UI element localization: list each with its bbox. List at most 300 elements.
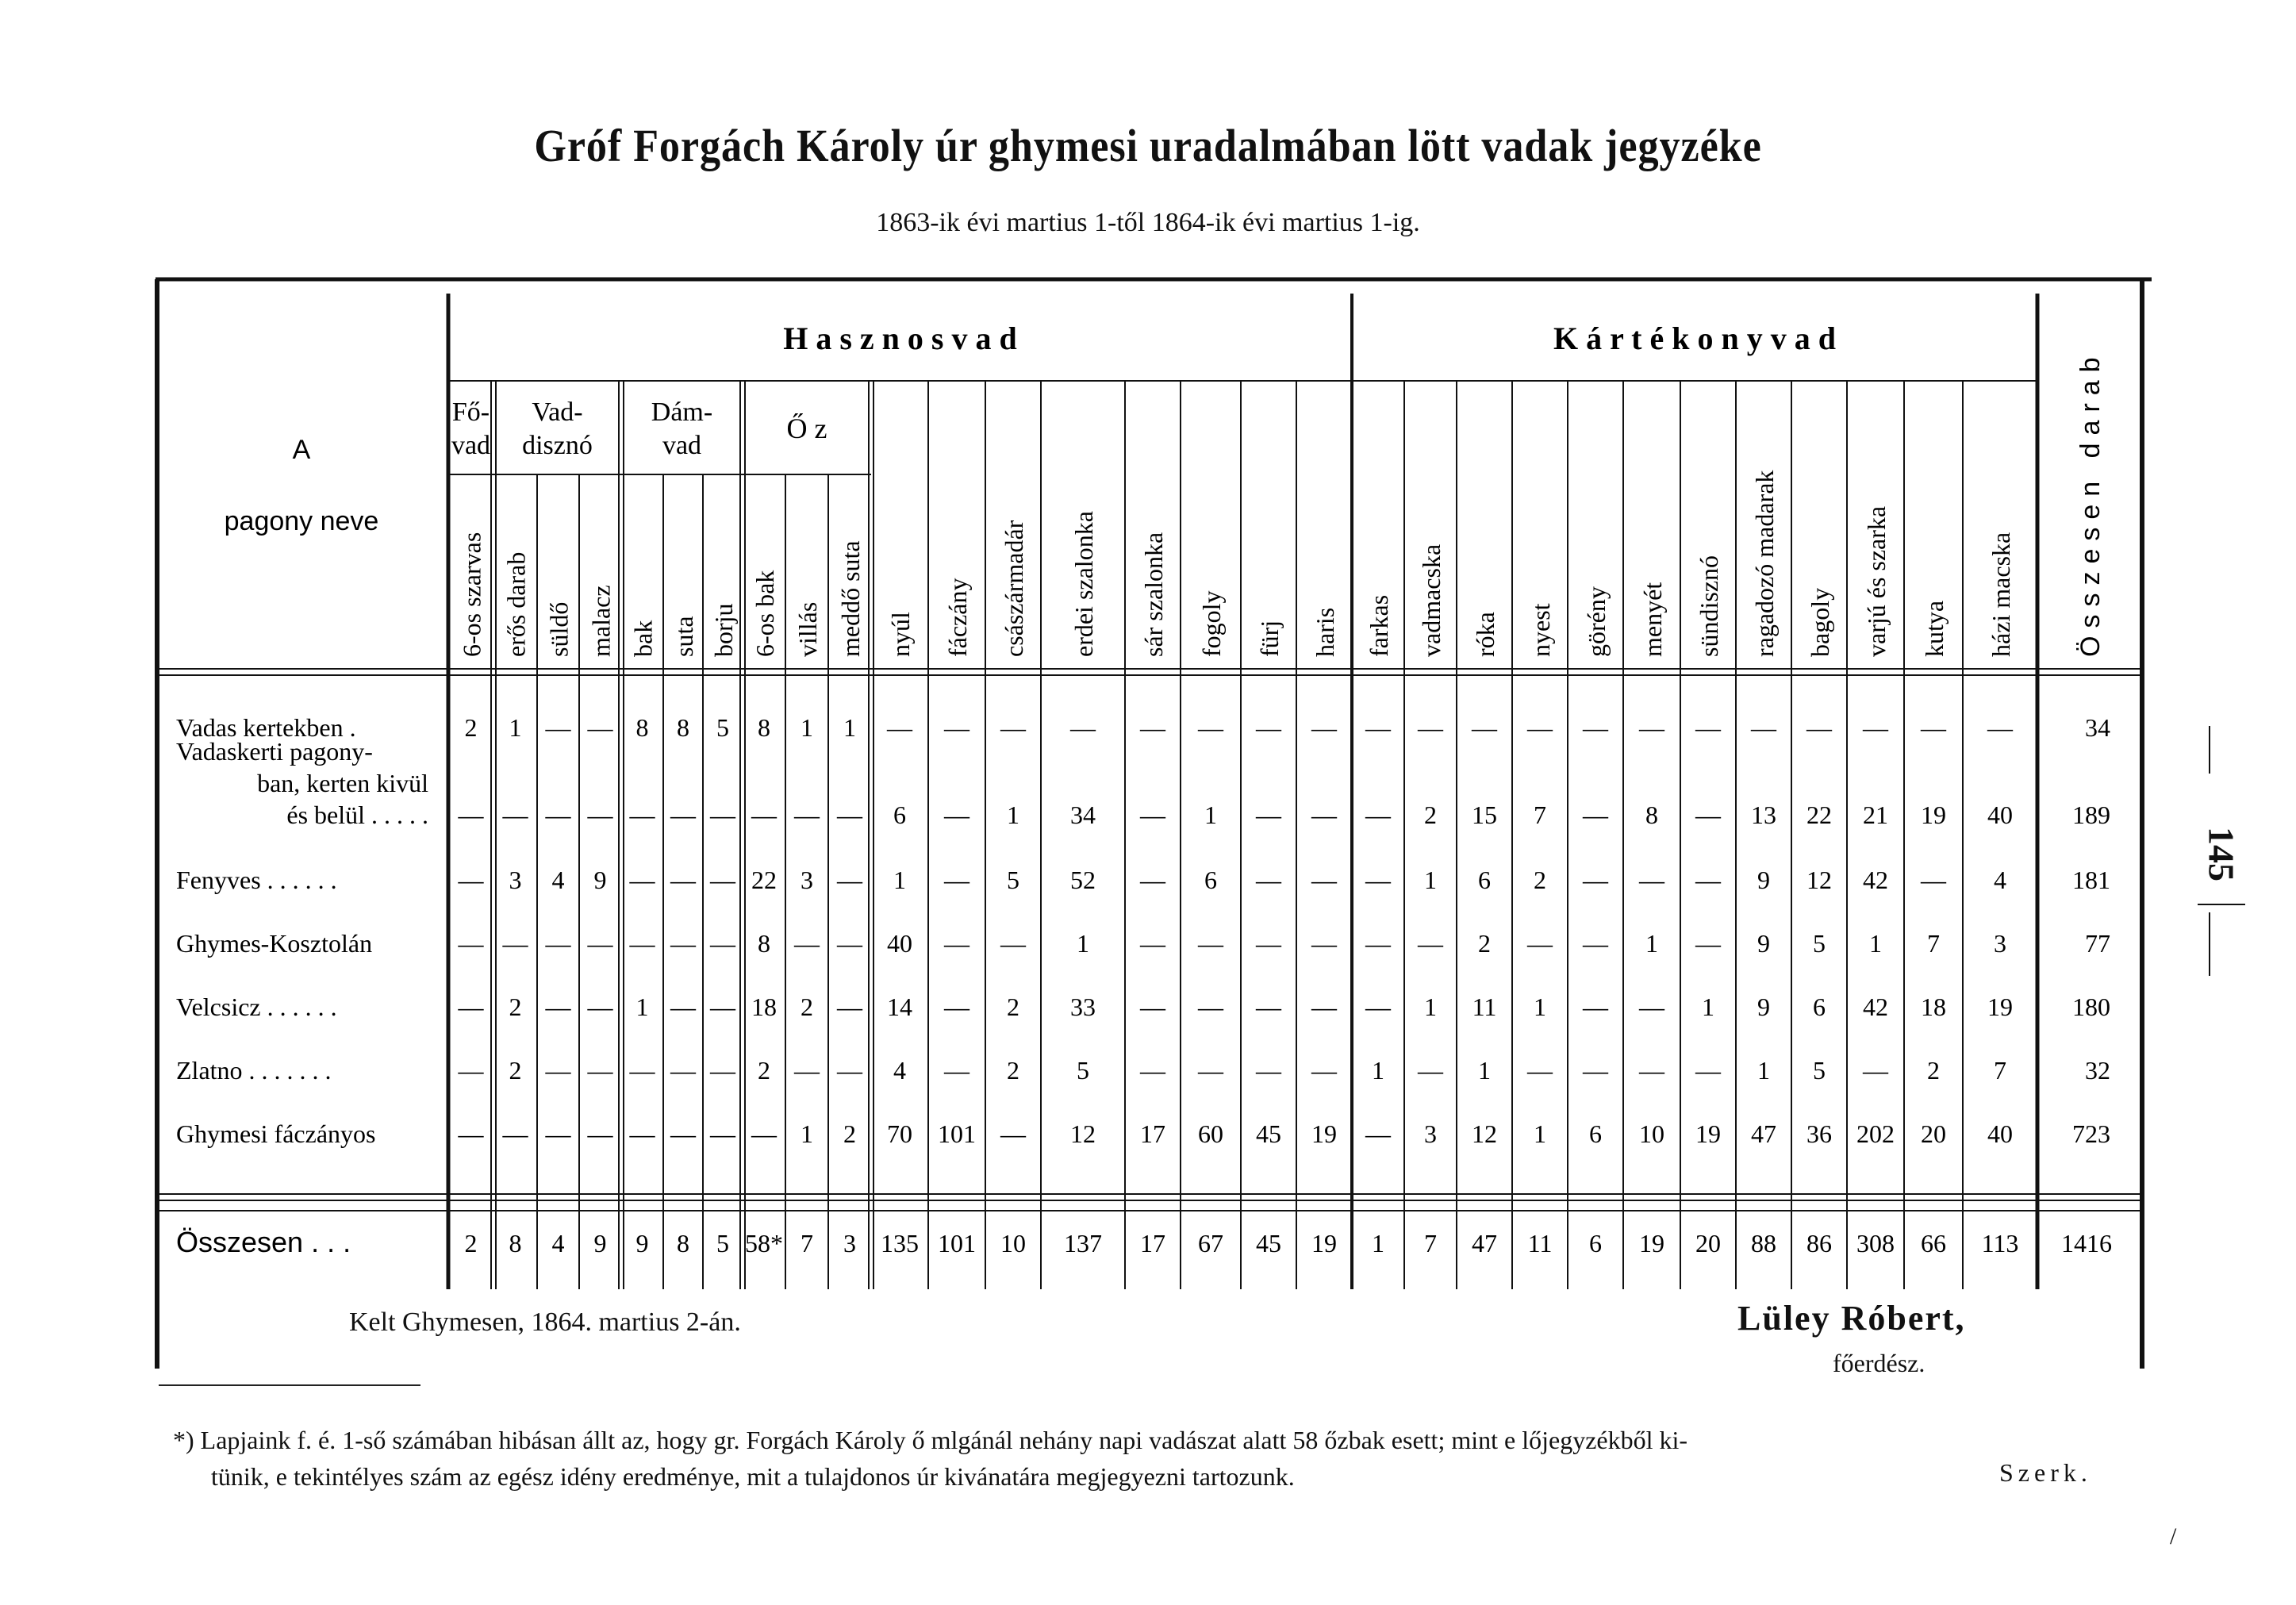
table-cell: — [1311, 801, 1337, 829]
table-cell: — [670, 1056, 696, 1085]
summary-cell: 308 [1856, 1229, 1895, 1258]
table-cell: 19 [1311, 1119, 1337, 1148]
table-cell: 8 [758, 713, 770, 742]
table-cell: — [1751, 713, 1776, 742]
summary-cell: 137 [1064, 1229, 1102, 1258]
table-cell: 1 [1424, 993, 1437, 1021]
table-cell: 21 [1863, 801, 1888, 829]
table-cell: 8 [1645, 801, 1658, 829]
table-cell: 18 [751, 993, 777, 1021]
table-cell: — [670, 801, 696, 829]
column-header: 6-os szarvas [457, 532, 486, 657]
summary-cell: 86 [1806, 1229, 1832, 1258]
table-cell: — [1921, 713, 1946, 742]
subgroup-label: vad [451, 431, 491, 460]
table-cell: 9 [1757, 866, 1770, 894]
table-cell: — [1639, 993, 1664, 1021]
table-cell: 3 [1994, 929, 2006, 958]
column-header: kutya [1920, 600, 1949, 657]
table-cell: 19 [1921, 801, 1946, 829]
table-cell: 2 [1478, 929, 1491, 958]
column-header: borju [709, 603, 738, 657]
row-total: 723 [2072, 1119, 2110, 1148]
table-cell: — [1639, 866, 1664, 894]
footnote-rule [159, 1384, 420, 1386]
table-cell: 2 [464, 713, 478, 742]
table-cell: 2 [1927, 1056, 1940, 1085]
table-cell: — [587, 1056, 613, 1085]
table-cell: — [1583, 1056, 1608, 1085]
table-cell: — [1639, 713, 1664, 742]
table-cell: 45 [1256, 1119, 1281, 1148]
table-cell: 2 [1534, 866, 1546, 894]
table-cell: — [1140, 713, 1165, 742]
table-cell: 5 [1007, 866, 1019, 894]
table-cell: — [1311, 993, 1337, 1021]
table-cell: — [1000, 713, 1026, 742]
table-cell: 3 [509, 866, 522, 894]
table-cell: — [1863, 1056, 1888, 1085]
summary-cell: 20 [1695, 1229, 1721, 1258]
table-cell: — [545, 993, 571, 1021]
table-cell: 6 [893, 801, 906, 829]
table-cell: 7 [1534, 801, 1546, 829]
group-heading-hasznos: H a s z n o s v a d [783, 321, 1017, 356]
table-cell: — [1418, 713, 1443, 742]
table-cell: — [1000, 929, 1026, 958]
table-cell: — [837, 1056, 862, 1085]
table-cell: — [837, 993, 862, 1021]
table-cell: 2 [843, 1119, 856, 1148]
table-cell: — [670, 866, 696, 894]
table-cell: — [710, 993, 735, 1021]
table-cell: — [1695, 713, 1721, 742]
table-cell: 17 [1140, 1119, 1165, 1148]
table-cell: — [1583, 713, 1608, 742]
column-header: házi macska [1987, 532, 2015, 657]
table-cell: — [1695, 1056, 1721, 1085]
summary-cell: 7 [1424, 1229, 1437, 1258]
table-cell: — [837, 929, 862, 958]
table-cell: — [1583, 801, 1608, 829]
column-header: fáczány [943, 578, 972, 657]
column-header: malacz [586, 585, 616, 657]
row-name: Vadaskerti pagony- [176, 737, 373, 766]
corner-label-a: A [292, 435, 311, 465]
subgroup-label: vad [662, 431, 702, 460]
table-cell: 1 [1077, 929, 1089, 958]
table-cell: 6 [1204, 866, 1217, 894]
table-cell: 1 [1645, 929, 1658, 958]
table-cell: — [1418, 1056, 1443, 1085]
table-cell: 60 [1198, 1119, 1223, 1148]
table-cell: — [1472, 713, 1497, 742]
row-name: Fenyves . . . . . . [176, 866, 337, 894]
table-cell: 8 [635, 713, 649, 742]
summary-cell: 8 [509, 1229, 522, 1258]
table-cell: 40 [1987, 1119, 2013, 1148]
table-cell: 15 [1472, 801, 1497, 829]
row-name: és belül . . . . . [286, 801, 428, 829]
table-cell: — [458, 929, 484, 958]
table-cell: 1 [893, 866, 906, 894]
table-cell: 5 [1813, 1056, 1826, 1085]
page-number-block [2190, 785, 2253, 912]
table-cell: 4 [1994, 866, 2006, 894]
table-cell: — [944, 1056, 969, 1085]
table-cell: — [458, 1056, 484, 1085]
row-total: 34 [2085, 713, 2110, 742]
table-cell: 1 [509, 713, 522, 742]
table-cell: — [1583, 993, 1608, 1021]
table-cell: 2 [509, 1056, 522, 1085]
table-cell: — [1365, 1119, 1391, 1148]
column-header: bagoly [1806, 587, 1834, 657]
summary-cell: 3 [843, 1229, 856, 1258]
column-header: nyúl [886, 612, 915, 657]
row-name: Vadas kertekben . [176, 713, 356, 742]
summary-cell: 47 [1472, 1229, 1497, 1258]
table-cell: — [1987, 713, 2013, 742]
table-cell: — [837, 801, 862, 829]
stray-mark: / [2170, 1523, 2177, 1549]
summary-cell: 2 [464, 1229, 478, 1258]
table-cell: 47 [1751, 1119, 1776, 1148]
summary-cell: 58* [745, 1229, 783, 1258]
table-cell: — [1256, 929, 1281, 958]
table-cell: — [1921, 866, 1946, 894]
table-cell: 1 [843, 713, 856, 742]
table-cell: — [1070, 713, 1096, 742]
footnote [173, 1422, 2172, 1495]
table-cell: — [1198, 713, 1223, 742]
table-cell: — [1140, 993, 1165, 1021]
table-cell: — [887, 713, 912, 742]
table-cell: — [1365, 713, 1391, 742]
table-cell: — [1418, 929, 1443, 958]
table-cell: 1 [1702, 993, 1714, 1021]
table-cell: 1 [1424, 866, 1437, 894]
table-cell: — [794, 801, 820, 829]
table-cell: — [1365, 993, 1391, 1021]
column-header: bak [628, 620, 658, 657]
table-cell: 2 [1007, 993, 1019, 1021]
table-cell: — [1140, 1056, 1165, 1085]
table-cell: 1 [801, 713, 813, 742]
table-cell: 2 [801, 993, 813, 1021]
summary-cell: 8 [677, 1229, 689, 1258]
corner-label-pagony: pagony neve [224, 506, 379, 536]
table-cell: — [1198, 1056, 1223, 1085]
table-cell: — [670, 929, 696, 958]
table-cell: 9 [593, 866, 607, 894]
table-cell: — [670, 993, 696, 1021]
page-title: Gróf Forgách Károly úr ghymesi uradalmában lött vadak jegyzéke [534, 120, 1762, 171]
signature-role: főerdész. [1833, 1349, 1925, 1377]
table-cell: — [1256, 866, 1281, 894]
table-cell: 2 [1424, 801, 1437, 829]
table-cell: — [502, 801, 528, 829]
row-total: 180 [2072, 993, 2110, 1021]
table-cell: 7 [1927, 929, 1940, 958]
table-cell: — [710, 1119, 735, 1148]
table-cell: — [1695, 866, 1721, 894]
table-cell: 1 [1869, 929, 1882, 958]
table-cell: — [1863, 713, 1888, 742]
table-cell: — [1140, 929, 1165, 958]
subgroup-label: Ő z [786, 413, 827, 444]
summary-cell: 11 [1527, 1229, 1553, 1258]
table-cell: 36 [1806, 1119, 1832, 1148]
total-column-header: Összesen darab [2075, 349, 2106, 657]
table-cell: 18 [1921, 993, 1946, 1021]
table-cell: — [670, 1119, 696, 1148]
table-cell: — [837, 866, 862, 894]
table-cell: — [1365, 801, 1391, 829]
row-total: 77 [2085, 929, 2110, 958]
summary-cell: 9 [593, 1229, 607, 1258]
table-cell: — [1527, 713, 1553, 742]
table-cell: — [545, 713, 571, 742]
table-cell: — [944, 866, 969, 894]
table-cell: — [587, 713, 613, 742]
place-and-date: Kelt Ghymesen, 1864. martius 2-án. [349, 1307, 741, 1337]
group-heading-kartekony: K á r t é k o n y v a d [1553, 321, 1836, 356]
table-cell: 2 [758, 1056, 770, 1085]
column-header: róka [1471, 612, 1499, 657]
table-cell: — [1365, 866, 1391, 894]
footnote-signoff: Szerk. [1999, 1458, 2092, 1487]
summary-cell: 88 [1751, 1229, 1776, 1258]
table-cell: 1 [1757, 1056, 1770, 1085]
column-header: meddő suta [836, 540, 865, 657]
table-cell: — [1140, 866, 1165, 894]
table-cell: 1 [1204, 801, 1217, 829]
summary-cell: 9 [635, 1229, 649, 1258]
table-cell: 1 [801, 1119, 813, 1148]
summary-cell: 6 [1589, 1229, 1602, 1258]
table-cell: 5 [1077, 1056, 1089, 1085]
table-cell: — [629, 1056, 655, 1085]
table-cell: — [751, 1119, 777, 1148]
summary-cell: 67 [1198, 1229, 1223, 1258]
table-cell: — [458, 993, 484, 1021]
row-name: Zlatno . . . . . . . [176, 1056, 332, 1085]
table-cell: — [629, 866, 655, 894]
table-cell: — [458, 1119, 484, 1148]
column-header: erős darab [501, 551, 531, 657]
column-header: sár szalonka [1139, 532, 1168, 657]
table-cell: — [1583, 929, 1608, 958]
table-cell: 1 [635, 993, 649, 1021]
table-cell: 8 [677, 713, 689, 742]
table-cell: 11 [1472, 993, 1497, 1021]
column-header: vadmacska [1417, 543, 1446, 657]
column-header: sündisznó [1695, 555, 1723, 657]
table-cell: 6 [1813, 993, 1826, 1021]
table-cell: 9 [1757, 993, 1770, 1021]
footnote-line-1: *) Lapjaink f. é. 1-ső számában hibásan állt az, hogy gr. Forgách Károly ő mlgánál nehány napi vadászat alatt 58 őzbak esett; mint e lőjegyzékből ki- [173, 1426, 1688, 1454]
column-header: ragadozó madarak [1750, 470, 1779, 657]
table-cell: — [1198, 929, 1223, 958]
summary-cell: 10 [1000, 1229, 1026, 1258]
table-cell: — [1000, 1119, 1026, 1148]
table-cell: 6 [1478, 866, 1491, 894]
subgroup-label: disznó [522, 431, 593, 460]
table-cell: 2 [1007, 1056, 1019, 1085]
table-cell: — [629, 1119, 655, 1148]
table-cell: — [1140, 801, 1165, 829]
footnote-line-2: tünik, e tekintélyes szám az egész idény eredménye, mit a tulajdonos úr kivánatára megjegyezni tartozunk. [211, 1462, 1295, 1491]
table-cell: — [1256, 1056, 1281, 1085]
table-cell: — [1311, 929, 1337, 958]
table-cell: 1 [1534, 993, 1546, 1021]
summary-cell: 66 [1921, 1229, 1946, 1258]
table-cell: — [629, 801, 655, 829]
table-cell: — [1256, 801, 1281, 829]
summary-cell: 19 [1311, 1229, 1337, 1258]
table-cell: 52 [1070, 866, 1096, 894]
summary-cell: 5 [716, 1229, 729, 1258]
summary-cell: 113 [1981, 1229, 2019, 1258]
table-cell: — [1311, 713, 1337, 742]
table-cell: — [1639, 1056, 1664, 1085]
table-cell: — [710, 929, 735, 958]
table-cell: — [1806, 713, 1832, 742]
table-cell: — [794, 929, 820, 958]
table-cell: — [1695, 801, 1721, 829]
table-cell: — [1695, 929, 1721, 958]
table-cell: — [1311, 1056, 1337, 1085]
subgroup-label: Fő- [451, 397, 490, 427]
column-header: fürj [1255, 620, 1284, 657]
table-cell: — [587, 801, 613, 829]
table-cell: 7 [1994, 1056, 2006, 1085]
table-cell: 20 [1921, 1119, 1946, 1148]
table-cell: 42 [1863, 993, 1888, 1021]
table-cell: 33 [1070, 993, 1096, 1021]
summary-cell: 101 [938, 1229, 976, 1258]
table-cell: — [944, 713, 969, 742]
column-header: süldő [544, 601, 574, 657]
row-name: Ghymesi fáczányos [176, 1119, 376, 1148]
column-header: görény [1582, 586, 1611, 657]
table-cell: — [502, 1119, 528, 1148]
column-header: erdei szalonka [1069, 511, 1098, 657]
table-cell: — [710, 1056, 735, 1085]
table-cell: 3 [1424, 1119, 1437, 1148]
row-total: 189 [2072, 801, 2110, 829]
column-header: nyest [1526, 603, 1555, 657]
table-cell: 5 [1813, 929, 1826, 958]
summary-cell: 1 [1372, 1229, 1384, 1258]
row-total: 32 [2085, 1056, 2110, 1085]
table-cell: — [1527, 929, 1553, 958]
table-cell: 1 [1534, 1119, 1546, 1148]
column-header: farkas [1365, 594, 1393, 657]
summary-total: 1416 [2061, 1229, 2112, 1258]
page-subtitle: 1863-ik évi martius 1-től 1864-ik évi martius 1-ig. [876, 208, 1420, 237]
subgroup-label: Vad- [532, 397, 583, 427]
row-name: Velcsicz . . . . . . [176, 993, 337, 1021]
table-cell: 9 [1757, 929, 1770, 958]
table-cell: — [794, 1056, 820, 1085]
table-cell: — [629, 929, 655, 958]
summary-cell: 7 [801, 1229, 813, 1258]
table-cell: — [1256, 993, 1281, 1021]
table-cell: 5 [716, 713, 729, 742]
table-cell: 22 [1806, 801, 1832, 829]
table-cell: 40 [887, 929, 912, 958]
table-cell: — [1583, 866, 1608, 894]
table-cell: 1 [1478, 1056, 1491, 1085]
table-cell: 4 [893, 1056, 906, 1085]
column-header: suta [670, 616, 698, 657]
table-cell: 4 [551, 866, 565, 894]
table-cell: — [458, 801, 484, 829]
table-cell: 14 [887, 993, 912, 1021]
table-cell: — [944, 993, 969, 1021]
table-cell: — [1311, 866, 1337, 894]
table-cell: — [710, 866, 735, 894]
table-cell: — [1527, 1056, 1553, 1085]
row-total: 181 [2072, 866, 2110, 894]
table-cell: 13 [1751, 801, 1776, 829]
table-cell: — [944, 929, 969, 958]
table-cell: 3 [801, 866, 813, 894]
table-cell: 202 [1856, 1119, 1895, 1148]
column-header: villás [793, 601, 822, 657]
table-cell: — [458, 866, 484, 894]
row-name: Ghymes-Kosztolán [176, 929, 373, 958]
table-cell: 19 [1695, 1119, 1721, 1148]
column-header: fogoly [1197, 590, 1226, 657]
table-cell: — [1198, 993, 1223, 1021]
column-header: császármadár [1000, 520, 1028, 657]
table-cell: — [545, 801, 571, 829]
summary-cell: 19 [1639, 1229, 1664, 1258]
table-cell: — [1365, 929, 1391, 958]
table-cell: — [1256, 713, 1281, 742]
page-number: 145 [2201, 827, 2242, 881]
table-cell: 12 [1806, 866, 1832, 894]
table-cell: 1 [1007, 801, 1019, 829]
table-cell: 40 [1987, 801, 2013, 829]
table-cell: — [587, 993, 613, 1021]
table-cell: — [545, 1056, 571, 1085]
column-header: varjú és szarka [1862, 505, 1891, 657]
table-cell: 6 [1589, 1119, 1602, 1148]
table-cell: — [502, 929, 528, 958]
column-header: haris [1311, 607, 1339, 657]
summary-cell: 17 [1140, 1229, 1165, 1258]
table-cell: — [587, 1119, 613, 1148]
summary-cell: 4 [551, 1229, 565, 1258]
table-cell: 34 [1070, 801, 1096, 829]
table-cell: — [751, 801, 777, 829]
table-cell: 101 [938, 1119, 976, 1148]
table-cell: 70 [887, 1119, 912, 1148]
row-name: ban, kerten kivül [257, 769, 428, 797]
subgroup-label: Dám- [651, 397, 713, 427]
table-cell: 42 [1863, 866, 1888, 894]
table-cell: 12 [1472, 1119, 1497, 1148]
table-cell: — [587, 929, 613, 958]
table-cell: — [944, 801, 969, 829]
table-cell: — [710, 801, 735, 829]
summary-cell: 135 [881, 1229, 919, 1258]
column-header: 6-os bak [751, 570, 779, 657]
